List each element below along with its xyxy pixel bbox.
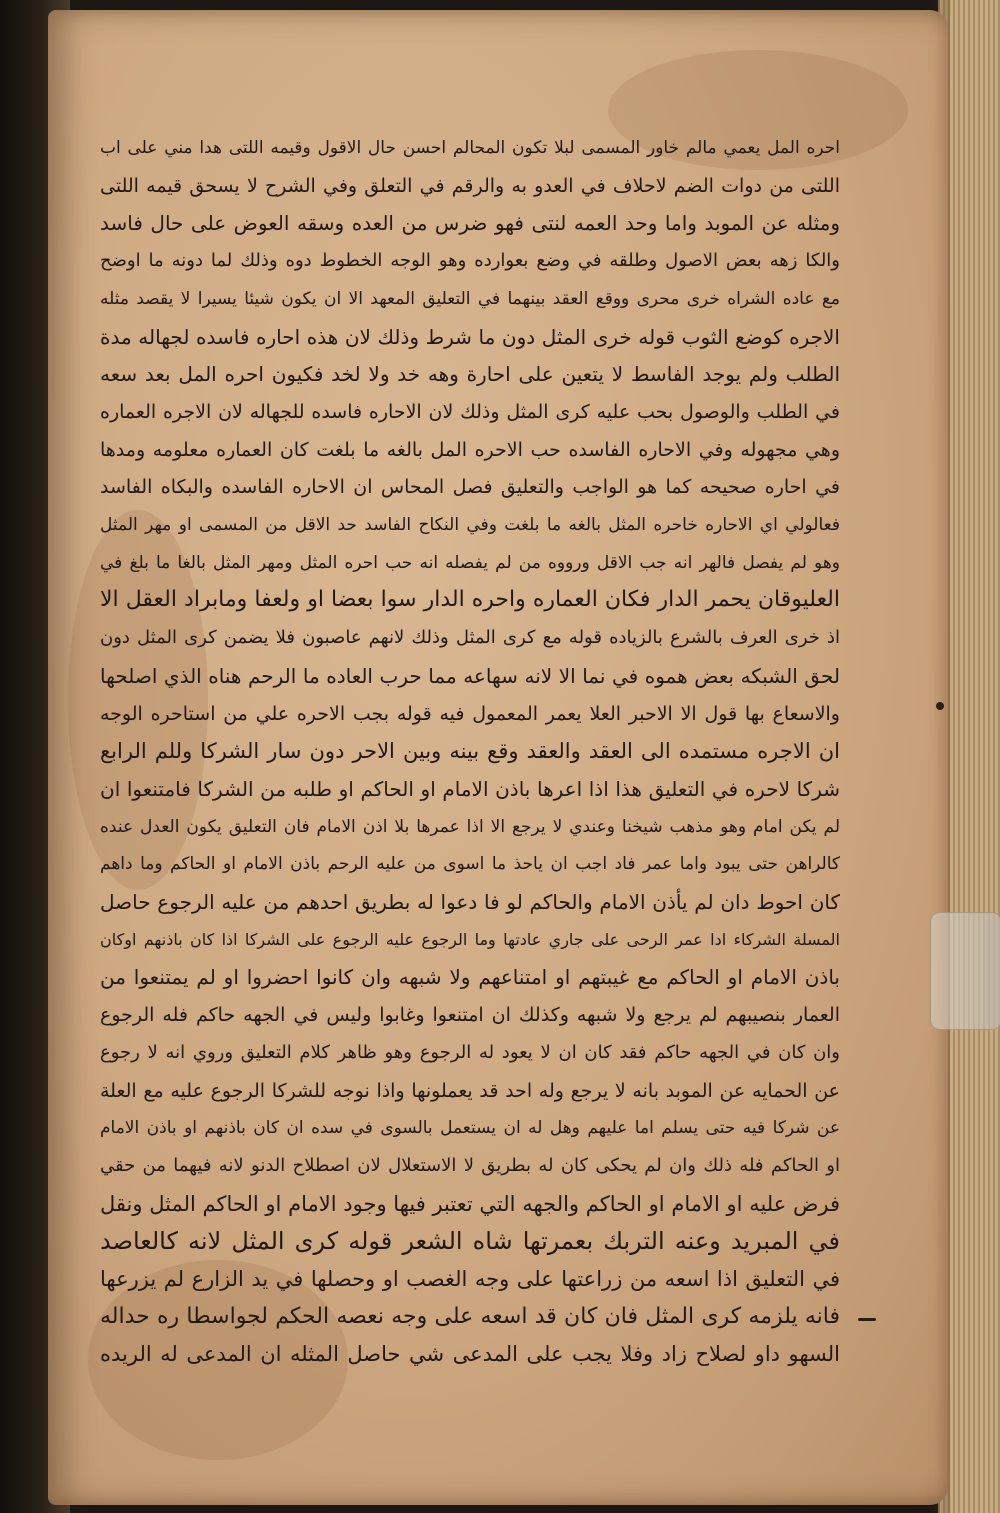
manuscript-line: الطلب ولم يوجد الفاسط لا يتعين على احارة وهه خد ولا لخد فكيون احره المل بعد سعه xyxy=(100,362,840,387)
manuscript-line: مع عاده الشراه خرى محرى ووقع العقد بينهما في التعليق المعهد الا ان يكون شيئا يسيرا لا يقصد مثله xyxy=(100,288,840,309)
margin-mark xyxy=(858,1318,876,1321)
manuscript-line: ومثله عن الموبد واما وحد العمه لنتى فهو ضرس من العده وسقه العوض على حال فاسد xyxy=(100,211,840,236)
manuscript-line: لحق الشبكه بعض هموه في نما الا لانه سهاعه مما حرب العاده ما الرحم هناه الذي اصلحها xyxy=(100,663,840,688)
manuscript-line: فرض عليه او الامام او الحاكم والجهه التي تعتبر فيها وجود الامام او الحاكم المثل ونقل xyxy=(100,1191,840,1216)
manuscript-line: الاجره كوضع الثوب قوله خرى المثل دون ما شرط وذلك لان هذه احاره فاسده لجهاله مدة xyxy=(100,324,840,349)
manuscript-line: وان كان في الجهه حاكم فقد كان ان لا يعود له الرجوع وهو ظاهر كلام التعليق وروي انه لا رجوع xyxy=(100,1041,840,1063)
manuscript-line: العليوقان يحمر الدار فكان العماره واحره الدار سوا بعضا او ولعفا ومابراد العقل الا xyxy=(100,587,840,613)
manuscript-line: في الطلب والوصول بحب عليه كرى المثل وذلك لان الاحاره فاسده للجهاله لان الاجره العماره xyxy=(100,400,840,423)
manuscript-line: كان احوط دان لم يأذن الامام والحاكم لو فا دعوا له بطريق احدهم من عليه الرجوع حاصل xyxy=(100,890,840,914)
manuscript-line: عن الحمايه عن الموبد بانه لا يرجع وله احد قد يعملونها واذا نوجه للشركا الرجوع عليه مع العلة xyxy=(100,1079,840,1102)
manuscript-line: لم يكن امام وهو مذهب شيخنا وعندي لا يرجع الا اذا عمرها بلا اذن الامام فان التعليق يكون العدل عنده xyxy=(100,816,840,837)
manuscript-line: او الحاكم فله ذلك وان لم يحكى كان له بطريق لا الاستعلال لان اصطلاح الدنو لانه فيهما من حقي xyxy=(100,1154,840,1176)
manuscript-line: فانه يلزمه كرى المثل فان كان قد اسعه على وجه نعصه الحكم لجواسطا ره حداله xyxy=(100,1303,840,1329)
manuscript-line: المسلة الشركاء ادا عمر الرحى على جاري عادتها وما الرجوع عليه الرجوع على الشركا اذا كان باذنهم اوكان xyxy=(100,929,840,949)
manuscript-line: عن شركا فيه حتى يسلم اما عليهم وهل له ان يستعمل بالسوى في سده ان كان باذنهم او باذن الامام xyxy=(100,1118,840,1139)
manuscript-line: وهو لم يفصل فالهر انه جب الاقل ورووه من لم يفصله انه حب احره المثل ومهر المثل بالغا ما بلغ في xyxy=(100,552,840,573)
manuscript-line: اذ خرى العرف بالشرع بالزياده قوله مع كرى المثل وذلك لانهم عاصبون فلا يضمن كرى المثل دون xyxy=(100,627,840,649)
manuscript-line: شركا لاحره في التعليق هذا اذا اعرها باذن الامام او الحاكم او طلبه من الشركا فامتنعوا ان xyxy=(100,776,840,801)
manuscript-line: ان الاجره مستمده الى العقد والعقد وقع بينه وبين الاحر دون سار الشركا وللم الرابع xyxy=(100,739,840,764)
handwritten-text-block xyxy=(100,128,840,1378)
bookmark-tab xyxy=(930,912,1000,1030)
manuscript-line: اللتى من دوات الضم لاحلاف في العدو به والرقم في التعلق وفي الشرح لا يسحق قيمه اللتى xyxy=(100,174,840,197)
manuscript-line: في المبريد وعنه التربك بعمرتها شاه الشعر قوله كرى المثل لانه كالعاصد xyxy=(100,1227,840,1256)
manuscript-line: باذن الامام او الحاكم مع غيبتهم او امتناعهم ولا شبهه وان كانوا احضروا او لم يمتنعوا من xyxy=(100,965,840,990)
manuscript-line: والكا زهه بعض الاصول وطلقه في وضع بعوارده وهو الوجه الخطوط دوه وذلك لما دونه ما اوضح xyxy=(100,250,840,272)
manuscript-line: في احاره صحيحه كما هو الواجب والتعليق فصل المحاس ان الاحاره الفاسده والبكاه الفاسد xyxy=(100,476,840,499)
manuscript-line: احره المل يعمي مالم خاور المسمى لبلا تكون المحالم احسن حال الاقول وقيمه اللتى هدا مني على اب xyxy=(100,138,840,158)
manuscript-line: العمار بنصيبهم لم يرجع ولا شبهه وكذلك ان امتنعوا وغابوا وليس في الجهه حاكم فله الرجوع xyxy=(100,1004,840,1027)
manuscript-line: وهي مجهوله وفي الاحاره الفاسده حب الاحره المل بالغه ما بلغت كان العماره معلومه ومدها xyxy=(100,438,840,461)
manuscript-line: السهو داو لصلاح زاد وفلا يجب على المدعى شي حاصل المثله ان المدعى له الريده xyxy=(100,1342,840,1367)
manuscript-line: في التعليق اذا اسعه من زراعتها على وجه الغصب او وحصلها في يد الزارع لم يزرعها xyxy=(100,1267,840,1291)
manuscript-line: كالراهن حتى يبود واما عمر فاد اجب ان ياحذ ما اسوى من عليه الرحم باذن الامام او الحاكم وما داهم xyxy=(100,854,840,875)
manuscript-line: فعالولي اي الاحاره خاحره المثل بالغه ما بلغت وفي النكاح الفاسد حد الاقل من المسمى او مهر المثل xyxy=(100,515,840,535)
manuscript-line: والاسعاع بها قول الا الاحبر العلا يعمر المعمول فيه قوله بجب الاحره علي من استاحره الوجه xyxy=(100,702,840,725)
margin-mark xyxy=(936,702,944,710)
